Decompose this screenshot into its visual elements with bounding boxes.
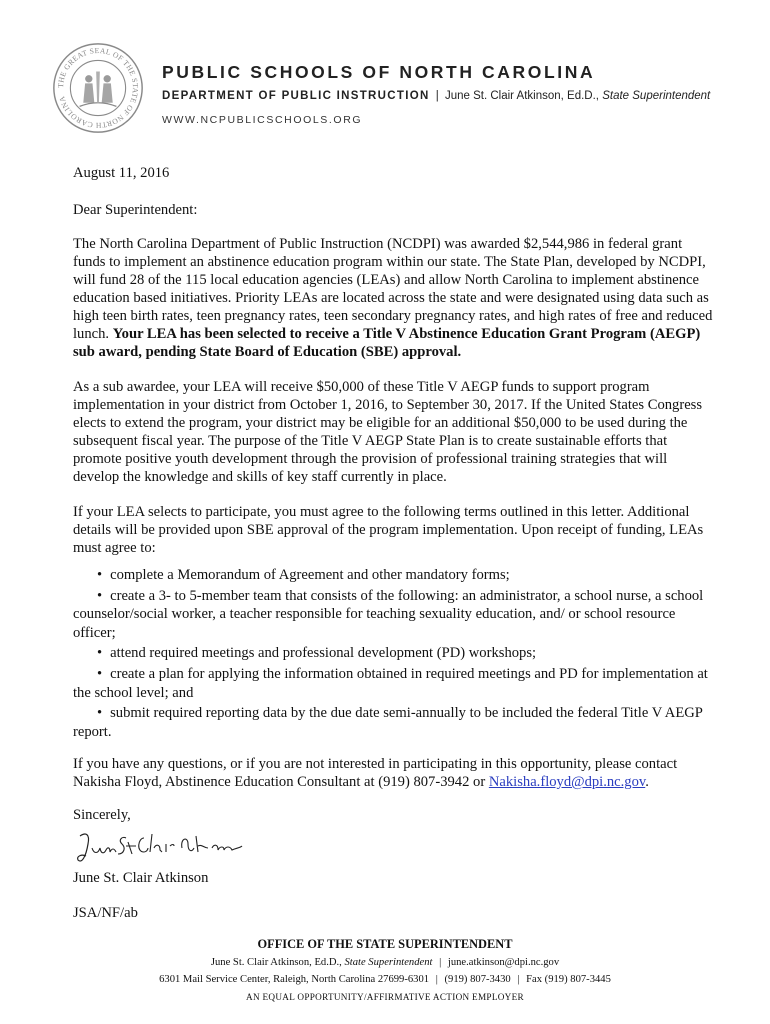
salutation: Dear Superintendent: [73,202,198,218]
list-item-text: submit required reporting data by the due date semi-annually to be included the federal Title V AEGP report. [73,705,703,740]
bullet-icon: • [97,587,103,604]
footer-fax: Fax (919) 807-3445 [526,974,611,985]
closing: Sincerely, [73,807,131,823]
footer-address-line [0,974,770,985]
footer-name: June St. Clair Atkinson, Ed.D., [210,957,342,968]
list-item-text: create a 3- to 5-member team that consists of the following: an administrator, a school nurse, a school counselor/social worker, a teacher responsible for teaching sexuality education, and/ or school resource officer; [73,587,704,641]
list-item [73,704,713,741]
footer-email: june.atkinson@dpi.nc.gov [447,957,560,968]
footer-phone: (919) 807-3430 [444,974,511,985]
list-item-text: create a plan for applying the information obtained in required meetings and PD for implementation at the school level; and [73,665,708,701]
separator: | [435,974,438,985]
footer-office: OFFICE OF THE STATE SUPERINTENDENT [257,937,513,951]
letter-date: August 11, 2016 [73,165,170,181]
list-item [73,587,713,643]
footer-role: State Superintendent [344,957,433,968]
letterhead-department-line [162,90,710,102]
list-item [73,665,713,702]
superintendent-name: June St. Clair Atkinson, Ed.D., [444,90,599,102]
letterhead-title: PUBLIC SCHOOLS OF NORTH CAROLINA [162,62,596,82]
separator: | [435,90,439,102]
reference-initials: JSA/NF/ab [73,905,138,921]
bullet-icon: • [97,665,103,682]
terms-list [73,566,713,743]
footer-contact-line [0,957,770,968]
letterhead-website: WWW.NCPUBLICSCHOOLS.ORG [162,114,363,126]
state-seal-logo [52,42,144,134]
handwritten-signature [74,826,244,870]
paragraph-terms: If your LEA selects to participate, you must agree to the following terms outlined in this letter. Additional details will be provided upon SBE approval of the program implementation. Upon receipt of funding, LEAs must agree to: [73,504,704,556]
bullet-icon: • [97,645,103,662]
contact-end: . [645,774,649,790]
list-item-text: attend required meetings and professional development (PD) workshops; [110,645,537,662]
superintendent-role: State Superintendent [602,90,711,102]
paragraph-text: The North Carolina Department of Public Instruction (NCDPI) was awarded $2,544,986 in federal grant funds to implement an abstinence education program within our state. The State Plan, developed by NCDPI, will fund 28 of the 115 local education agencies (LEAs) and allow North Carolina to implement abstinence education based initiatives. Priority LEAs are located across the state and were designated using data such as high teen birth rates, teen pregnancy rates, teen secondary pregnancy rates, and high rates of free and reduced lunch. [73,236,713,342]
paragraph-sub-award: As a sub awardee, your LEA will receive $50,000 of these Title V AEGP funds to support program implementation in your district from October 1, 2016, to September 30, 2017. If the United States Congress elects to extend the program, your district may be eligible for an additional $50,000 to be used during the subsequent fiscal year. The purpose of the Title V AEGP State Plan is to create sustainable efforts that promote positive youth development through the provision of professional training strategies that will develop the knowledge and skills of key staff currently in place. [73,379,703,485]
separator: | [517,974,520,985]
department-name: DEPARTMENT OF PUBLIC INSTRUCTION [162,90,430,102]
list-item-text: complete a Memorandum of Agreement and other mandatory forms; [110,567,510,583]
footer-address: 6301 Mail Service Center, Raleigh, North Carolina 27699-6301 [159,974,430,985]
contact-email-link[interactable]: Nakisha.floyd@dpi.nc.gov [488,774,646,790]
selection-notice: Your LEA has been selected to receive a Title V Abstinence Education Grant Program (AEGP) sub award, pending State Board of Education (SBE) approval. [73,326,701,360]
bullet-icon: • [97,567,103,583]
list-item [73,566,713,585]
paragraph-contact [73,755,713,791]
seal-text: THE GREAT SEAL OF THE STATE OF NORTH CAROLINA [55,45,141,130]
bullet-icon: • [97,705,103,722]
paragraph-grant-award [73,235,713,361]
footer-eeo-statement: AN EQUAL OPPORTUNITY/AFFIRMATIVE ACTION EMPLOYER [246,992,524,1002]
separator: | [439,957,442,968]
contact-text: If you have any questions, or if you are not interested in participating in this opportunity, please contact Nakisha Floyd, Abstinence Education Consultant at (919) 807-3942 or [73,756,678,790]
list-item [73,644,713,663]
signer-name: June St. Clair Atkinson [73,870,209,886]
